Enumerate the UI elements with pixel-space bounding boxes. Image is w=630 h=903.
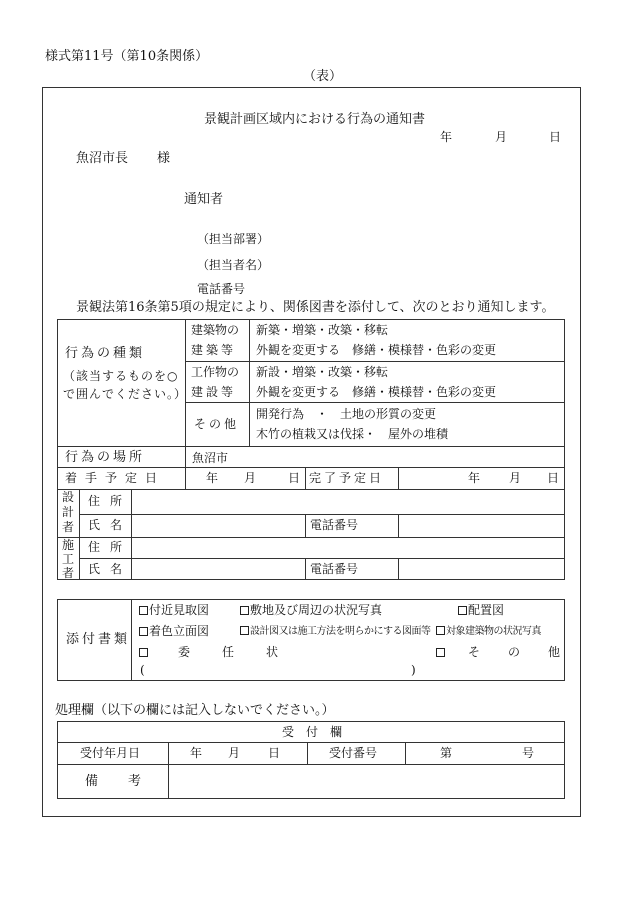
designer-address-label: 住所 <box>88 494 133 508</box>
checkbox-icon[interactable] <box>139 627 148 636</box>
reception-day: 日 <box>268 746 281 760</box>
paren-close: ) <box>411 663 416 677</box>
reception-date-label: 受付年月日 <box>80 746 141 760</box>
building-category-2: 建築等 <box>191 343 237 357</box>
end-month[interactable]: 月 <box>509 471 522 485</box>
structure-options-2[interactable]: 外観を変更する 修繕・模様替・色彩の変更 <box>256 385 497 399</box>
checkbox-icon[interactable] <box>240 606 249 615</box>
start-month[interactable]: 月 <box>244 471 257 485</box>
structure-options-1[interactable]: 新設・増築・改築・移転 <box>256 365 389 379</box>
end-year[interactable]: 年 <box>468 471 481 485</box>
other-options-2[interactable]: 木竹の植栽又は伐採・ 屋外の堆積 <box>256 427 449 441</box>
reception-year: 年 <box>190 746 203 760</box>
other-category: その他 <box>194 417 240 431</box>
start-date-label: 着手予定日 <box>65 471 166 485</box>
date-day[interactable]: 日 <box>549 130 562 144</box>
act-type-label: 行為の種類 <box>65 346 146 361</box>
paren-open: ( <box>140 663 145 677</box>
contractor-address-label: 住所 <box>88 540 133 554</box>
contractor-name-label: 氏名 <box>88 562 133 576</box>
date-year[interactable]: 年 <box>440 130 453 144</box>
structure-category-2: 建設等 <box>191 385 237 399</box>
attachment-design-drawings[interactable]: 設計図又は施工方法を明らかにする図面等 <box>240 626 431 637</box>
reception-header: 受付欄 <box>282 725 355 739</box>
attachments-label: 添付書類 <box>66 632 131 647</box>
notifier-label: 通知者 <box>184 192 224 207</box>
form-number: 様式第11号（第10条関係） <box>45 49 209 64</box>
start-day[interactable]: 日 <box>288 471 301 485</box>
addressee-suffix: 様 <box>157 151 171 166</box>
reception-number-suffix: 号 <box>522 746 535 760</box>
contractor-phone-label: 電話番号 <box>310 562 359 576</box>
checkbox-icon[interactable] <box>139 606 148 615</box>
other-options-1[interactable]: 開発行為 ・ 土地の形質の変更 <box>256 407 437 421</box>
end-day[interactable]: 日 <box>547 471 560 485</box>
attachment-power-of-attorney-box[interactable] <box>139 646 149 658</box>
remarks-label: 備考 <box>85 774 172 789</box>
building-options-2[interactable]: 外観を変更する 修繕・模様替・色彩の変更 <box>256 343 497 357</box>
addressee: 魚沼市長 <box>76 151 129 166</box>
location-value[interactable]: 魚沼市 <box>192 451 229 465</box>
end-date-label: 完了予定日 <box>309 471 385 485</box>
designer-name-label: 氏名 <box>88 518 133 532</box>
attachment-other: その他 <box>468 645 589 659</box>
location-label: 行為の場所 <box>65 450 146 465</box>
act-type-note: （該当するものを○で囲んでください。） <box>63 369 188 401</box>
checkbox-icon[interactable] <box>240 626 249 635</box>
attachment-site-photos[interactable]: 敷地及び周辺の状況写真 <box>240 604 382 616</box>
date-month[interactable]: 月 <box>495 130 508 144</box>
attachment-layout-plan[interactable]: 配置図 <box>458 604 504 616</box>
contractor-label: 施工者 <box>62 538 75 580</box>
building-category-1: 建築物の <box>191 323 240 337</box>
designer-phone-label: 電話番号 <box>310 518 359 532</box>
structure-category-1: 工作物の <box>191 365 240 379</box>
attachment-elevation[interactable]: 着色立面図 <box>139 625 209 637</box>
statement: 景観法第16条第5項の規定により、関係図書を添付して、次のとおり通知します。 <box>76 300 555 315</box>
attachment-building-photos[interactable]: 対象建築物の状況写真 <box>436 626 541 637</box>
attachment-other-box[interactable] <box>436 646 446 658</box>
checkbox-icon[interactable] <box>436 626 445 635</box>
form-title: 景観計画区域内における行為の通知書 <box>204 112 426 127</box>
side-label: （表） <box>303 69 343 84</box>
reception-number-prefix: 第 <box>440 746 453 760</box>
person-label: （担当者名） <box>197 258 270 272</box>
designer-label: 設計者 <box>62 490 75 534</box>
start-year[interactable]: 年 <box>206 471 219 485</box>
building-options-1[interactable]: 新築・増築・改築・移転 <box>256 323 389 337</box>
checkbox-icon[interactable] <box>436 648 445 657</box>
notifier-phone-label: 電話番号 <box>197 282 246 296</box>
checkbox-icon[interactable] <box>458 606 467 615</box>
attachment-power-of-attorney: 委任状 <box>178 645 311 659</box>
attachment-site-map[interactable]: 付近見取図 <box>139 604 209 616</box>
reception-number-label: 受付番号 <box>329 746 378 760</box>
reception-month: 月 <box>228 746 241 760</box>
processing-note: 処理欄（以下の欄には記入しないでください。） <box>55 703 335 718</box>
checkbox-icon[interactable] <box>139 648 148 657</box>
department-label: （担当部署） <box>197 232 270 246</box>
